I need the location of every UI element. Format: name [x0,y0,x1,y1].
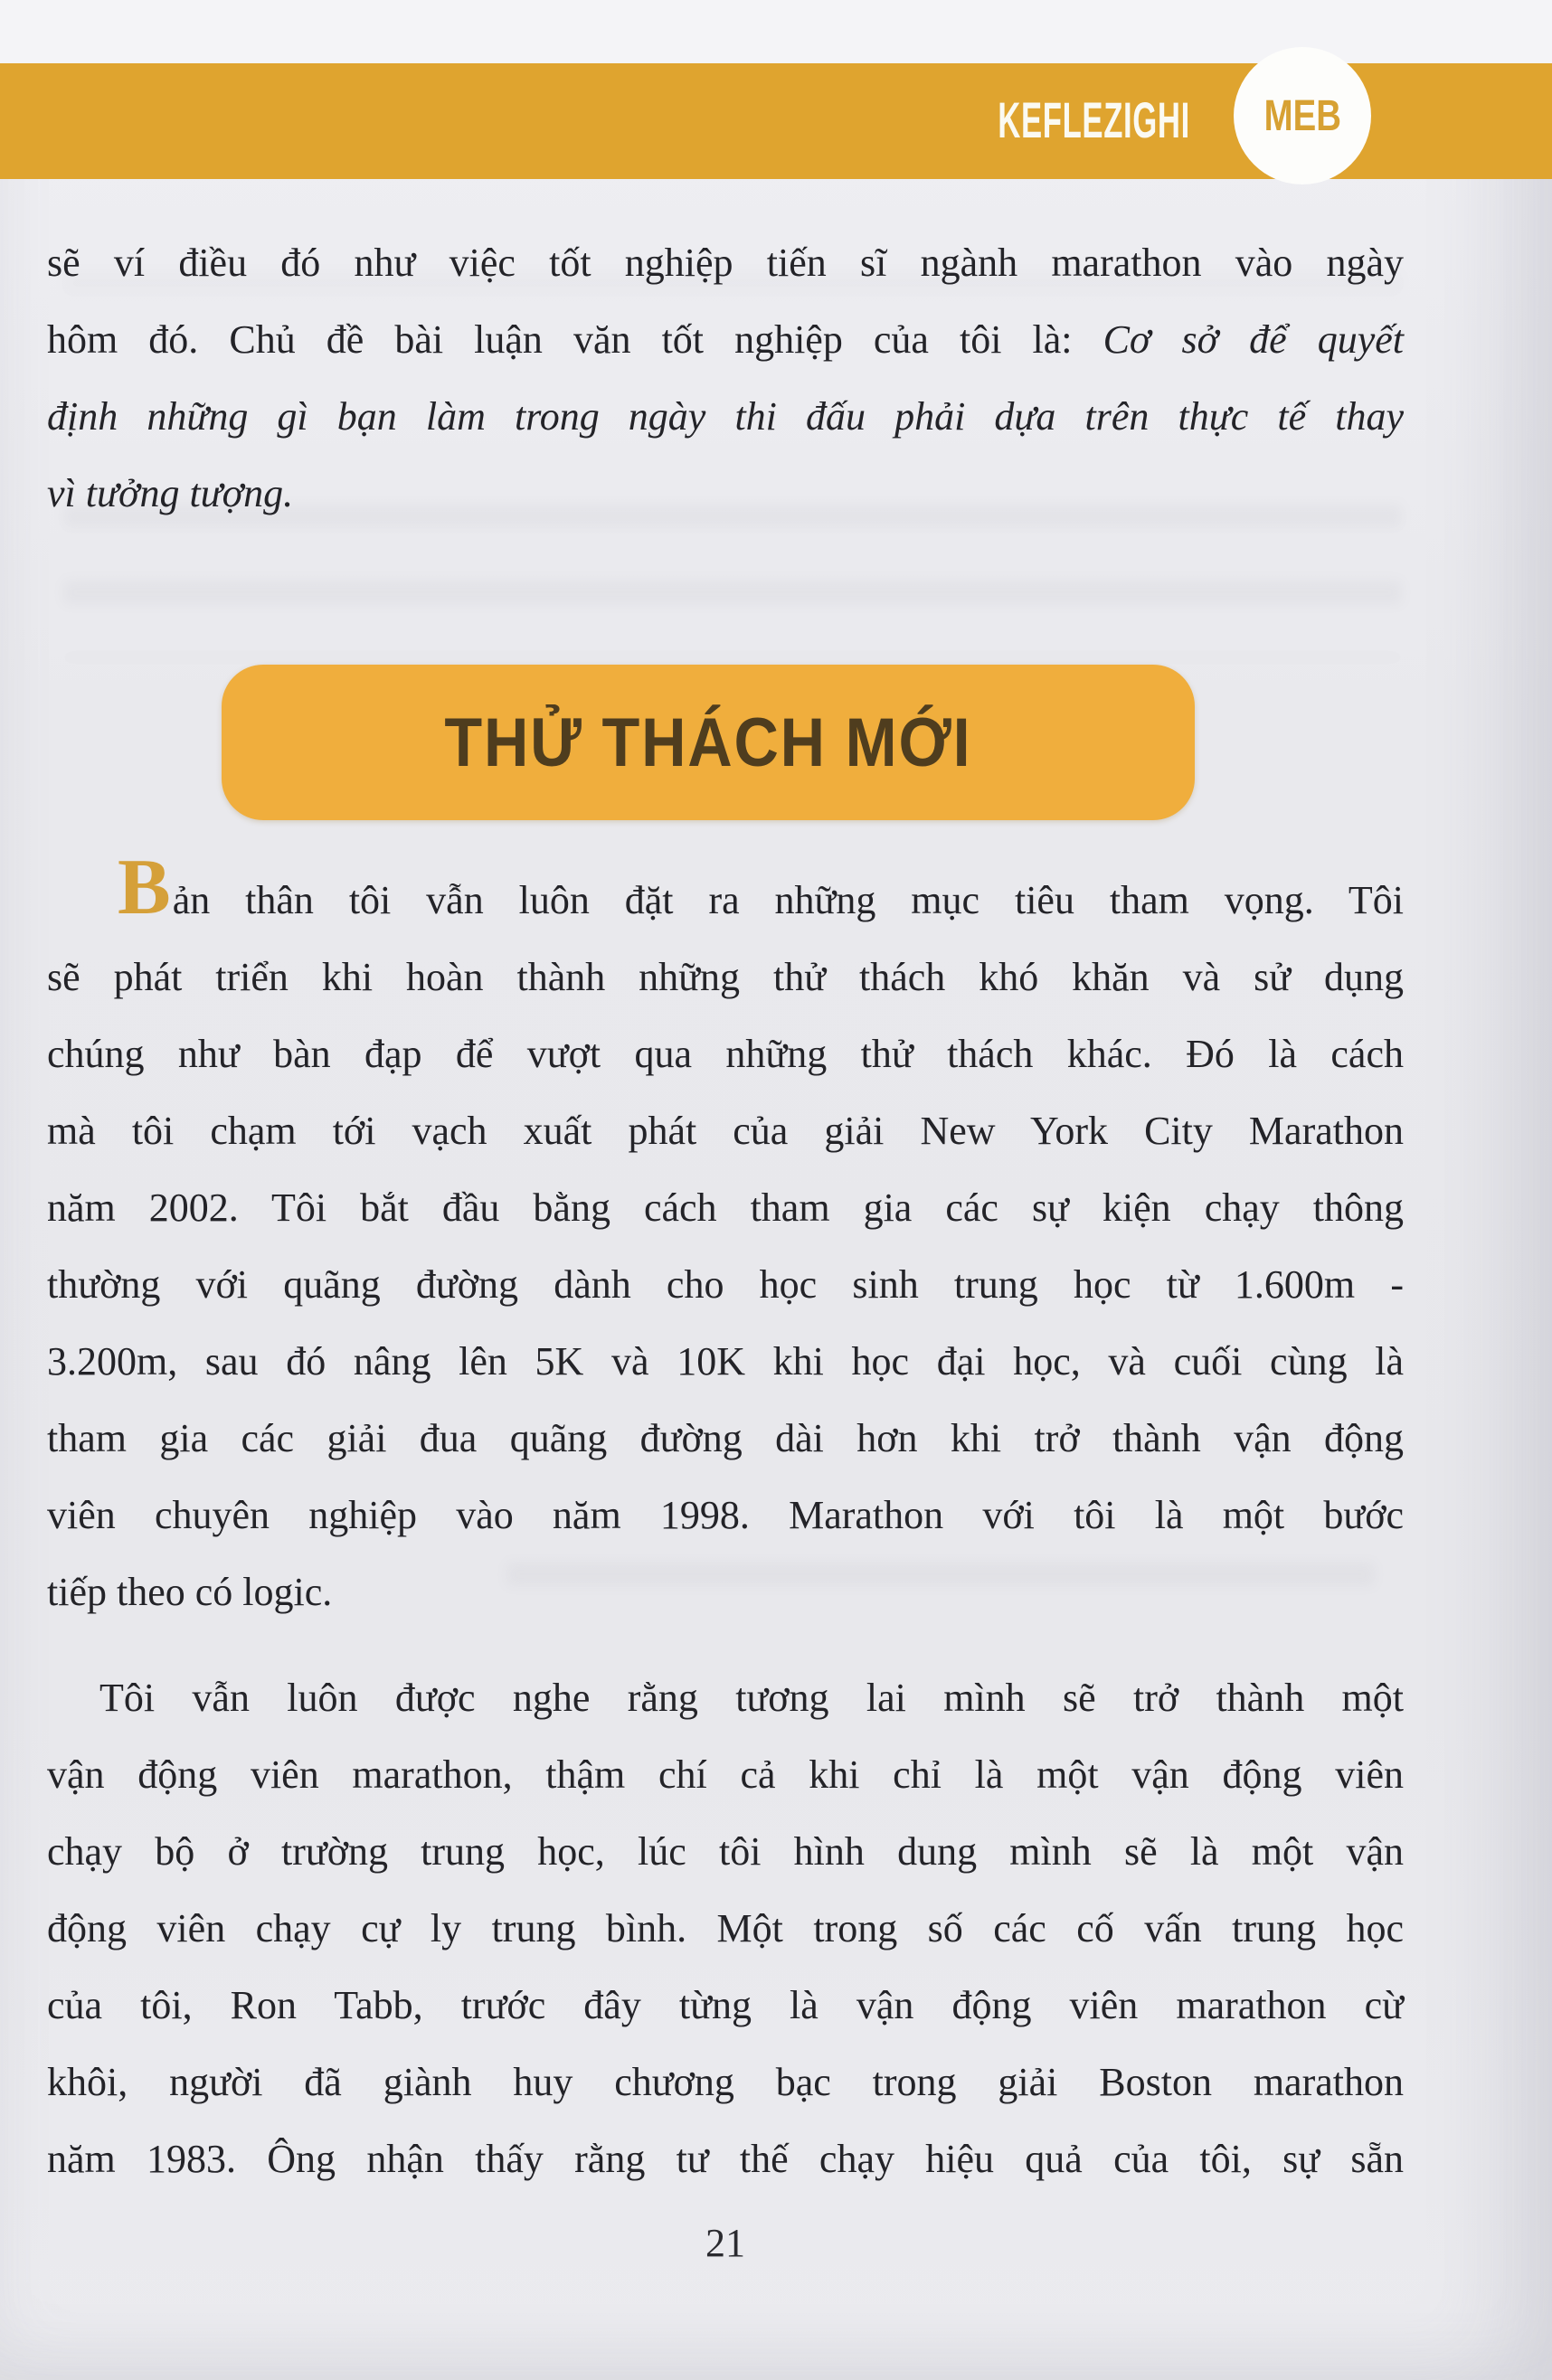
paragraph-1 [47,224,1404,532]
dropcap-letter: B [118,844,173,931]
text-line: động viên chạy cự ly trung bình. Một trong số các cố vấn trung học [47,1906,1404,1950]
text-line: mà tôi chạm tới vạch xuất phát của giải New York City Marathon [47,1109,1404,1153]
paragraph-3 [47,1659,1404,2197]
text-line: vì tưởng tượng. [47,471,294,515]
text-segment-italic: Cơ sở để quyết [1102,317,1405,362]
text-line: của tôi, Ron Tabb, trước đây từng là vận động viên marathon cừ [47,1983,1404,2027]
text-line: năm 1983. Ông nhận thấy rằng tư thế chạy hiệu quả của tôi, sự sẵn [47,2137,1404,2181]
header-author-firstname: MEB [1263,91,1341,140]
text-segment: ản thân tôi vẫn luôn đặt ra những mục tiêu tham vọng. Tôi [172,878,1404,922]
header-author-surname: KEFLEZIGHI [998,91,1190,149]
text-line: chúng như bàn đạp để vượt qua những thử thách khác. Đó là cách [47,1032,1404,1076]
text-line: Tôi vẫn luôn được nghe rằng tương lai mình sẽ trở thành một [99,1676,1404,1720]
text-line: năm 2002. Tôi bắt đầu bằng cách tham gia các sự kiện chạy thông [47,1185,1404,1230]
text-segment: hôm đó. Chủ đề bài luận văn tốt nghiệp của tôi là: [47,317,1103,362]
text-line: tiếp theo có logic. [47,1570,333,1614]
text-line [47,301,1404,378]
text-line: chạy bộ ở trường trung học, lúc tôi hình dung mình sẽ là một vận [47,1829,1404,1874]
text-line: vận động viên marathon, thậm chí cả khi chỉ là một vận động viên [47,1752,1404,1797]
text-line: khôi, người đã giành huy chương bạc trong giải Boston marathon [47,2060,1404,2104]
section-heading-badge [222,665,1195,820]
text-line: 3.200m, sau đó nâng lên 5K và 10K khi học đại học, và cuối cùng là [47,1339,1404,1384]
text-line: viên chuyên nghiệp vào năm 1998. Marathon với tôi là một bước [47,1493,1404,1537]
text-line: thường với quãng đường dành cho học sinh trung học từ 1.600m - [47,1262,1404,1307]
text-line [47,844,1404,939]
page-number: 21 [705,2221,745,2265]
text-line: tham gia các giải đua quãng đường dài hơn khi trở thành vận động [47,1416,1404,1460]
header-author-circle-badge [1234,47,1371,184]
section-heading-label: THỬ THÁCH MỚI [444,704,972,781]
paragraph-2 [47,844,1404,1630]
text-line: định những gì bạn làm trong ngày thi đấu phải dựa trên thực tế thay [47,394,1404,439]
header-bar [0,63,1552,179]
text-line: sẽ ví điều đó như việc tốt nghiệp tiến sĩ ngành marathon vào ngày [47,241,1404,285]
text-line: sẽ phát triển khi hoàn thành những thử thách khó khăn và sử dụng [47,955,1404,999]
